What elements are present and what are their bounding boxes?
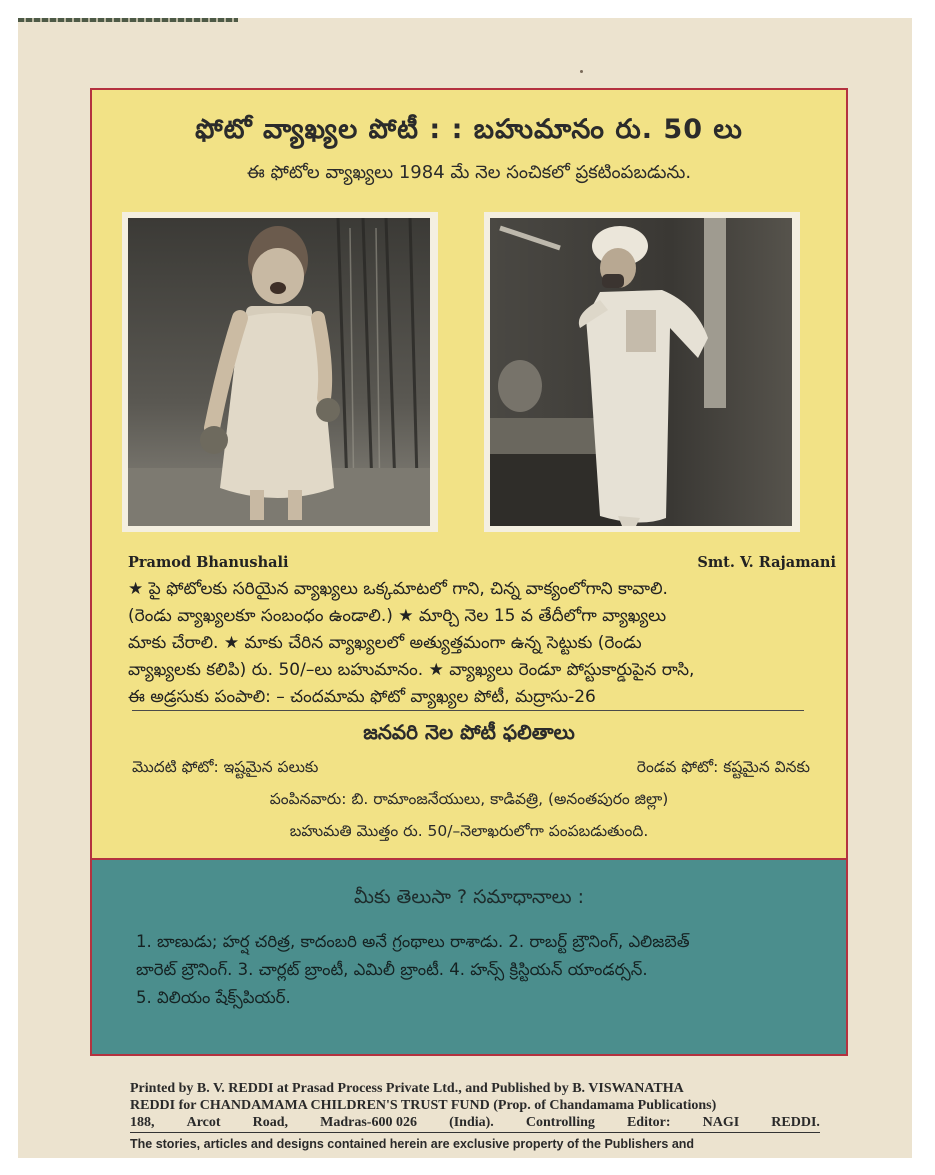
- imprint-rights-line: The stories, articles and designs contained herein are exclusive property of the Publishers and: [130, 1137, 695, 1151]
- quiz-line: 1. బాణుడు; హర్ష చరిత్ర, కాదంబరి అనే గ్రంథాలు రాశాడు. 2. రాబర్ట్ బ్రౌనింగ్, ఎలిజబెత్: [136, 932, 690, 951]
- imprint-word: REDDI.: [771, 1115, 820, 1130]
- results-title: జనవరి నెల పోటీ ఫలితాలు: [363, 720, 575, 744]
- first-photo-result: మొదటి ఫోటో: ఇష్టమైన పలుకు: [132, 758, 319, 776]
- rules-line: మాకు చేరాలి. ★ మాకు చేరిన వ్యాఖ్యలలో అత్యుత్తమంగా ఉన్న సెట్టుకు (రెండు: [128, 633, 642, 653]
- quiz-title: మీకు తెలుసా ? సమాధానాలు :: [353, 886, 585, 908]
- rules-line: (రెండు వ్యాఖ్యలకూ సంబంధం ఉండాలి.) ★ మార్చి నెల 15 వ తేదీలోగా వ్యాఖ్యలు: [128, 606, 667, 626]
- imprint-word: Controlling: [525, 1115, 595, 1130]
- prize-note: బహుమతి మొత్తం రు. 50/–నెలాఖరులోగా పంపబడుతుంది.: [289, 822, 649, 840]
- quiz-line: 5. విలియం షేక్స్‌పియర్.: [136, 988, 291, 1007]
- photo-left-caption: Pramod Bhanushali: [128, 554, 289, 571]
- imprint-word: 188,: [130, 1115, 155, 1130]
- magazine-page: [18, 18, 912, 1158]
- imprint-line: Printed by B. V. REDDI at Prasad Process Private Ltd., and Published by B. VISWANATHA: [130, 1081, 684, 1096]
- imprint-line: REDDI for CHANDAMAMA CHILDREN'S TRUST FUND (Prop. of Chandamama Publications): [130, 1098, 717, 1113]
- imprint-address-line: [130, 1114, 820, 1133]
- imprint-word: (India).: [449, 1115, 494, 1130]
- contest-frame-border: [90, 88, 848, 1056]
- imprint-word: NAGI: [702, 1115, 740, 1130]
- rules-line: ఈ అడ్రసుకు పంపాలి: – చందమామ ఫోటో వ్యాఖ్యల పోటీ, మద్రాసు-26: [128, 687, 596, 707]
- imprint-word: Madras-600 026: [320, 1115, 417, 1130]
- imprint-word: Arcot: [186, 1115, 221, 1130]
- rules-line: ★ పై ఫోటోలకు సరియైన వ్యాఖ్యలు ఒక్కమాటలో గాని, చిన్న వాక్యంలోగాని కావాలి.: [128, 579, 668, 599]
- page-edge-band: [18, 18, 238, 22]
- print-speck: [580, 70, 583, 73]
- winner-sender: పంపినవారు: బి. రామాంజనేయులు, కాడివత్రి, (అనంతపురం జిల్లా): [269, 790, 669, 808]
- imprint-word: Road,: [252, 1115, 289, 1130]
- second-photo-result: రెండవ ఫోటో: కష్టమైన వినకు: [636, 758, 810, 776]
- rules-line: వ్యాఖ్యలకు కలిపి) రు. 50/–లు బహుమానం. ★ వ్యాఖ్యలు రెండూ పోస్టుకార్డుపైన రాసి,: [128, 660, 695, 680]
- photo-right-caption: Smt. V. Rajamani: [697, 554, 836, 571]
- imprint-word: Editor:: [626, 1115, 671, 1130]
- contest-subtitle: ఈ ఫోటోల వ్యాఖ్యలు 1984 మే నెల సంచికలో ప్రకటింపబడును.: [246, 162, 692, 183]
- contest-title: ఫోటో వ్యాఖ్యల పోటీ : : బహుమానం రు. 50 లు: [195, 114, 743, 145]
- imprint-footer: [130, 1080, 820, 1153]
- quiz-line: బారెట్ బ్రౌనింగ్. 3. చార్లట్ బ్రాంటీ, ఎమిలీ బ్రాంటీ. 4. హన్స్ క్రిస్టియన్ యాండర్సన్.: [136, 960, 648, 979]
